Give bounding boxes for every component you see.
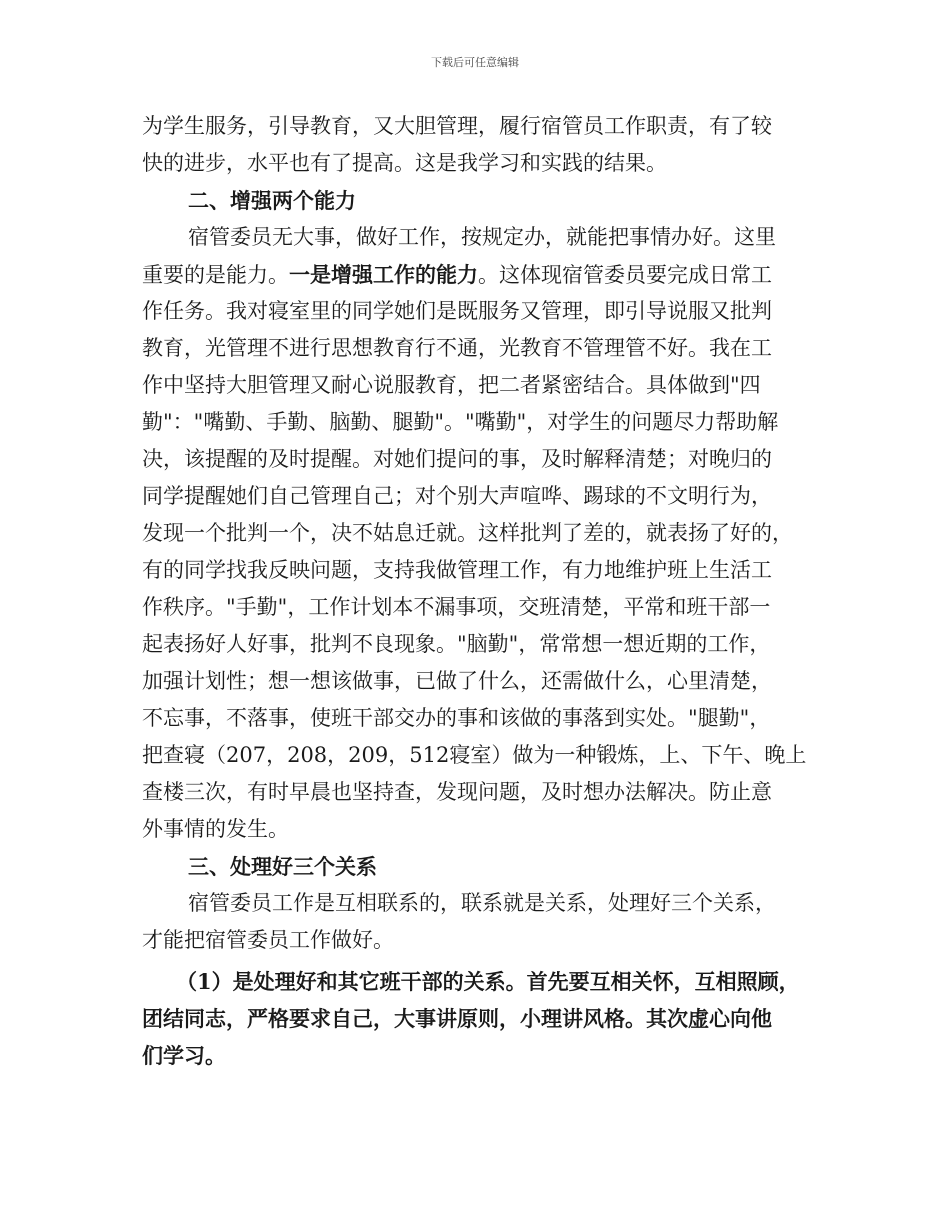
text-line: 宿管委员工作是互相联系的，联系就是关系，处理好三个关系，: [188, 891, 776, 915]
text-line: 二、增强两个能力: [188, 188, 356, 213]
text-line: 重要的是能力。一是增强工作的能力。这体现宿管委员要完成日常工: [142, 262, 772, 287]
page-header: 下载后可任意编辑: [431, 56, 519, 69]
text-line: 加强计划性；想一想该做事，已做了什么，还需做什么，心里清楚，: [142, 669, 772, 693]
text-line: 勤"："嘴勤、手勤、脑勤、腿勤"。"嘴勤"，对学生的问题尽力帮助解: [142, 410, 779, 434]
text-line: 才能把宿管委员工作做好。: [142, 928, 394, 952]
text-line: 起表扬好人好事，批判不良现象。"脑勤"，常常想一想近期的工作，: [142, 632, 771, 656]
text-line: 作任务。我对寝室里的同学她们是既服务又管理，即引导说服又批判: [142, 299, 772, 323]
bold-phrase: 一是增强工作的能力: [289, 262, 478, 287]
document-body: [142, 108, 832, 1074]
text-line: （1）是处理好和其它班干部的关系。首先要互相关怀，互相照顾，: [176, 969, 800, 994]
text-line: 们学习。: [142, 1043, 226, 1068]
text-line: 有的同学找我反映问题，支持我做管理工作，有力地维护班上生活工: [142, 558, 772, 582]
text-line: 同学提醒她们自己管理自己；对个别大声喧哗、踢球的不文明行为，: [142, 484, 772, 508]
text-line: 外事情的发生。: [142, 817, 289, 841]
text-line: 教育，光管理不进行思想教育行不通，光教育不管理管不好。我在工: [142, 336, 772, 360]
text-line: 把查寝（207，208，209，512寝室）做为一种锻炼，上、下午、晚上: [142, 743, 807, 767]
text-line: 作中坚持大胆管理又耐心说服教育，把二者紧密结合。具体做到"四: [142, 373, 761, 397]
text-line: 发现一个批判一个，决不姑息迁就。这样批判了差的，就表扬了好的，: [142, 521, 793, 545]
text-line: 查楼三次，有时早晨也坚持查，发现问题，及时想办法解决。防止意: [142, 780, 772, 804]
text-line: 作秩序。"手勤"，工作计划本不漏事项，交班清楚，平常和班干部一: [142, 595, 771, 619]
text-line: 团结同志，严格要求自己，大事讲原则，小理讲风格。其次虚心向他: [142, 1006, 772, 1031]
text-line: 快的进步，水平也有了提高。这是我学习和实践的结果。: [142, 151, 667, 175]
text-line: 宿管委员无大事，做好工作，按规定办，就能把事情办好。这里: [188, 225, 776, 249]
text-line: 决，该提醒的及时提醒。对她们提问的事，及时解释清楚；对晚归的: [142, 447, 772, 471]
text-line: 不忘事，不落事，使班干部交办的事和该做的事落到实处。"腿勤"，: [142, 706, 771, 730]
text-line: 三、处理好三个关系: [188, 854, 377, 879]
text-line: 为学生服务，引导教育，又大胆管理，履行宿管员工作职责，有了较: [142, 114, 772, 138]
